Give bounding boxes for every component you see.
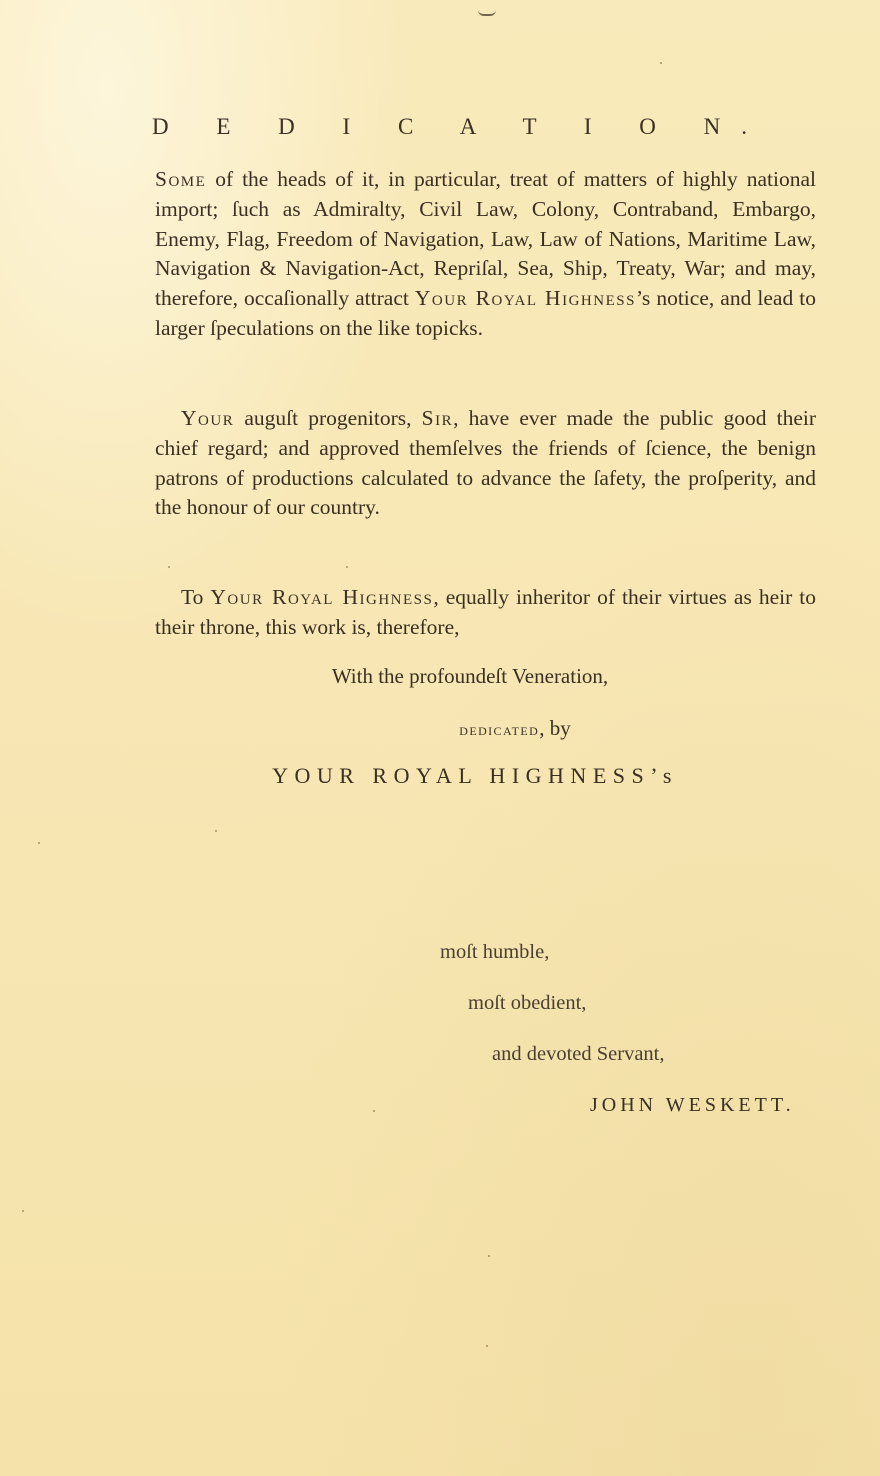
paper-speck <box>486 1345 488 1347</box>
paragraph-2-lead: Your <box>181 406 235 430</box>
paper-speck <box>373 1110 375 1112</box>
paragraph-3 <box>155 583 816 643</box>
paragraph-1-royal-highness: Your Royal Highness <box>414 286 636 311</box>
paragraph-2-sir: Sir <box>421 406 454 430</box>
dedicated-word: dedicated <box>459 720 540 739</box>
paragraph-2 <box>155 404 816 523</box>
page-title: D E D I C A T I O N. <box>152 114 768 139</box>
paper-speck <box>168 566 170 568</box>
paragraph-3-lead: To <box>181 585 211 609</box>
paper-speck <box>488 1255 490 1257</box>
paragraph-1 <box>155 165 816 344</box>
paper-speck <box>346 566 348 568</box>
dedicated-by: , by <box>539 716 571 740</box>
paragraph-3-royal-highness: Your Royal Highness <box>210 585 434 609</box>
closing-line-2: moſt obedient, <box>468 992 587 1014</box>
paper-speck <box>660 62 662 64</box>
signature: JOHN WESKETT. <box>590 1094 795 1116</box>
paragraph-2-text-b: , have ever made the public good their chief regard; and approved themſelves the friends of ſcience, the benign patrons of productions calculated to advance the ſafety, the proſperity, and the honour of our country. <box>155 406 816 520</box>
veneration-line: With the profoundeſt Veneration, <box>331 664 609 688</box>
paragraph-1-text: of the heads of it, in particular, treat of matters of highly national import; ſuch as Admiralty, Civil Law, Colony, Contraband, Embargo, Enemy, Flag, Freedom of Navigation, Law, Law of Nations, Maritime Law, Navigation & Navigation-Act, Repriſal, Sea, Ship, Treaty, War; and may, therefore, occaſionally attract <box>155 167 816 311</box>
paragraph-3-text: , equally inheritor of their virtues as heir to their throne, this work is, therefore, <box>155 585 817 639</box>
paper-speck <box>22 1210 24 1212</box>
closing-line-1: moſt humble, <box>440 941 550 963</box>
paragraph-1-lead: Some <box>155 167 207 191</box>
paragraph-2-text-a: auguſt progenitors, <box>234 406 422 430</box>
paragraph-1-tail: ’s notice, and lead to larger ſpeculations on the like topicks. <box>155 286 816 340</box>
page-mark <box>478 10 496 16</box>
closing-line-3: and devoted Servant, <box>492 1043 665 1065</box>
paper-speck <box>38 842 40 844</box>
dedicated-line <box>0 716 880 741</box>
paper-speck <box>215 830 217 832</box>
royal-highness-line: YOUR ROYAL HIGHNESS’s <box>272 763 678 788</box>
